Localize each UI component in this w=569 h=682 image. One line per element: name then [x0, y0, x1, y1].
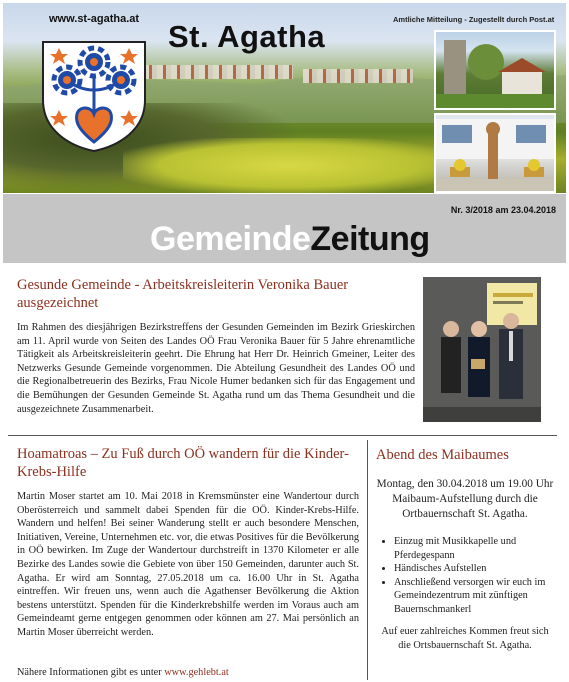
rapeseed-field-image: [123, 138, 453, 193]
issue-number: Nr. 3/2018 am 23.04.2018: [450, 205, 556, 215]
official-notice-tagline: Amtliche Mitteilung - Zugestellt durch Post.at: [393, 15, 555, 24]
article1-title: Gesunde Gemeinde - Arbeitskreisleiterin Veronika Bauer ausgezeichnet: [17, 277, 349, 311]
sidebar-event-date: Montag, den 30.04.2018 um 19.00 Uhr Maibaum-Aufstellung durch die Ortbauernschaft St. Agatha.: [376, 478, 554, 520]
newspaper-name-part1: Gemeinde: [150, 220, 311, 258]
list-item: • Anschließend versorgen wir euch im Gemeindezentrum mit zünftigen Bauernschmankerl: [394, 576, 554, 617]
list-item: • Händisches Aufstellen: [394, 562, 554, 576]
section-divider: [8, 435, 557, 436]
newspaper-name-part2: Zeitung: [310, 220, 430, 258]
list-item: • Einzug mit Musikkapelle und Pferdegespann: [394, 535, 554, 562]
sidebar-closing: Auf euer zahlreiches Kommen freut sich die Ortsbauernschaft St. Agatha.: [381, 626, 549, 651]
article2-body: Martin Moser startet am 10. Mai 2018 in Kremsmünster eine Wandertour durch Oberösterreich und sammelt dabei Spenden für die OÖ. Kinder-Krebs-Hilfe. Wandern und helfen! Bei seiner Wanderung stellt er auch besondere Menschen, Initiativen, Vereine, Unternehmen etc. vor, die etwas Positives für die Bevölkerung in OÖ bewirken. Im Zuge der Wandertour durchstreift in 1370 Kilometer er alle Bezirke des Landes sowie die Gebiete von über 150 Gemeinden, darunter auch St. Agatha. Er wird am Sonntag, 27.05.2018 um ca. 16.00 Uhr in St. Agatha eintreffen. Wir freuen uns, wenn auch die Agathenser Bevölkerung die Aktion bestens unterstützt. Spenden für die Kinderkrebshilfe werden im Voraus auch am Gemeindeamt gerne entgegen genommen oder können am 27. Mai persönlich an Martin Moser überreicht werden.: [17, 491, 359, 638]
village-image: [303, 69, 413, 83]
column-divider: [367, 440, 368, 680]
more-info-line: [17, 667, 229, 678]
sidebar-title: Abend des Maibaumes: [376, 447, 509, 463]
website-url[interactable]: www.st-agatha.at: [49, 13, 140, 25]
article1-body: Im Rahmen des diesjährigen Bezirkstreffens der Gesunden Gemeinden im Bezirk Grieskirchen am 11. April wurde von Seiten des Landes OÖ Frau Veronika Bauer für 5 Jahre ehrenamtliche Tätigkeit als Arbeitskreisleiterin geehrt. Die Ehrung hat Herr Dr. Heinrich Gmeiner, Leiter des Netzwerks Gesunde Gemeinde vorgenommen. Die Abteilung Gesundheit des Landes OÖ und die Regionalbetreuerin des Bezirks, Frau Nicole Humer bedanken sich für das Engagement und die Bemühungen der Gesunden Gemeinde St. Agatha rund um das Thema Gesundheit und die ausgezeichnete Zusammenarbeit.: [17, 322, 415, 415]
gehlebt-link[interactable]: www.gehlebt.at: [164, 667, 229, 678]
village-image: [143, 65, 293, 79]
newspaper-name: [150, 219, 430, 259]
header-banner: [3, 3, 566, 193]
more-info-text: Nähere Informationen gibt es unter: [17, 667, 165, 678]
statue-and-building-photo: [434, 113, 556, 193]
sidebar-event-list: [376, 535, 554, 617]
page-title: St. Agatha: [168, 19, 326, 54]
article2-title: Hoamatroas – Zu Fuß durch OÖ wandern für die Kinder-Krebs-Hilfe: [17, 446, 349, 480]
tower-and-house-photo: [434, 30, 556, 110]
coat-of-arms-icon: [39, 38, 149, 154]
masthead-band: [3, 194, 566, 263]
award-ceremony-photo: [423, 277, 541, 422]
